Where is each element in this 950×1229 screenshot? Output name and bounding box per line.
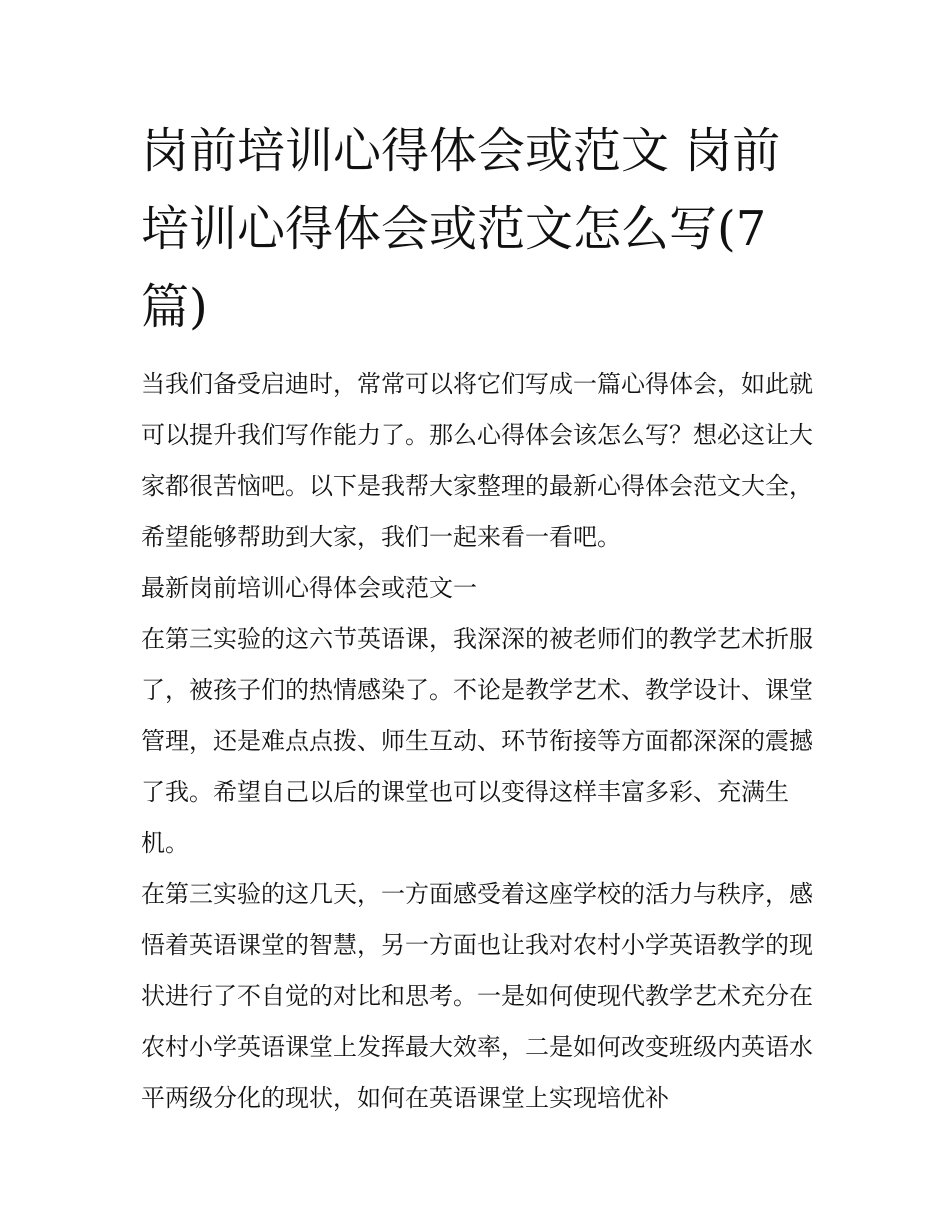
document-title: 岗前培训心得体会或范文 岗前培训心得体会或范文怎么写(7篇) bbox=[141, 123, 781, 335]
document-content bbox=[141, 112, 813, 1124]
body-paragraph: 在第三实验的这几天，一方面感受着这座学校的活力与秩序，感悟着英语课堂的智慧，另一方面也让我对农村小学英语教学的现状进行了不自觉的对比和思考。一是如何使现代教学艺术充分在农村小学英语课堂上发挥最大效率，二是如何改变班级内英语水平两级分化的现状，如何在英语课堂上实现培优补 bbox=[141, 880, 813, 1112]
intro-paragraph: 当我们备受启迪时，常常可以将它们写成一篇心得体会，如此就可以提升我们写作能力了。那么心得体会该怎么写？想必这让大家都很苦恼吧。以下是我帮大家整理的最新心得体会范文大全，希望能够帮助到大家，我们一起来看一看吧。 bbox=[141, 370, 813, 551]
section-heading: 最新岗前培训心得体会或范文一 bbox=[141, 574, 477, 602]
body-paragraph: 在第三实验的这六节英语课，我深深的被老师们的教学艺术折服了，被孩子们的热情感染了。不论是教学艺术、教学设计、课堂管理，还是难点点拨、师生互动、环节衔接等方面都深深的震撼了我。希望自己以后的课堂也可以变得这样丰富多彩、充满生机。 bbox=[141, 625, 813, 857]
